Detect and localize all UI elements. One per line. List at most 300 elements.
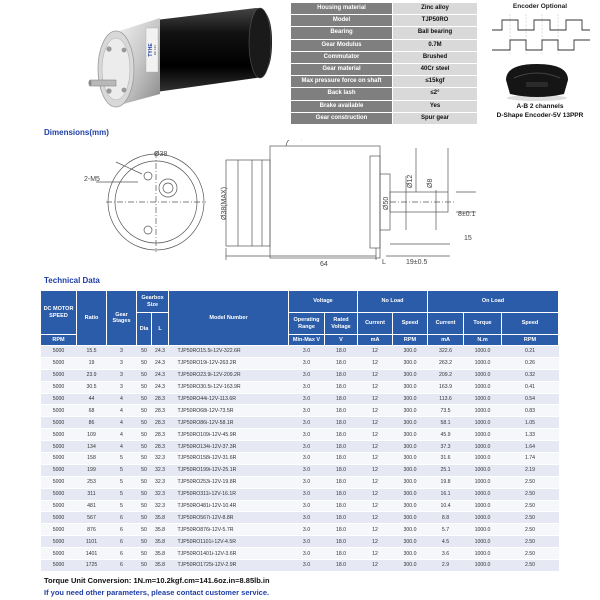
th-no-load: No Load [358, 291, 428, 313]
table-cell: 50 [137, 512, 152, 524]
table-cell: 12 [358, 548, 393, 560]
spec-row [291, 27, 478, 39]
table-cell: 12 [358, 357, 393, 369]
table-cell: 50 [137, 524, 152, 536]
table-cell: 2.50 [502, 524, 559, 536]
table-cell: TJP50RO19i-12V-263.2R [169, 357, 289, 369]
table-cell: 10.4 [428, 500, 464, 512]
table-cell: TJP50RO158i-12V-31.6R [169, 453, 289, 465]
table-cell: 6 [107, 548, 137, 560]
table-cell: 18.0 [325, 453, 358, 465]
dimension-drawing [76, 140, 546, 268]
table-cell: 3 [107, 381, 137, 393]
table-cell: 3.0 [289, 346, 325, 358]
table-cell: 6 [107, 512, 137, 524]
torque-conversion: Torque Unit Conversion: 1N.m=10.2kgf.cm=141.6oz.in=8.85lb.in [44, 576, 270, 585]
dim-d38: Ø38 [154, 151, 168, 158]
table-cell: TJP50RO253i-12V-19.8R [169, 476, 289, 488]
table-cell: 3.0 [289, 405, 325, 417]
table-cell: 50 [137, 536, 152, 548]
th-onload-speed: Speed [502, 313, 559, 335]
table-cell: 3.6 [428, 548, 464, 560]
table-cell: 300.0 [393, 381, 428, 393]
table-cell: 158 [77, 453, 107, 465]
table-row [41, 429, 559, 441]
table-cell: 18.0 [325, 536, 358, 548]
table-cell: 18.0 [325, 393, 358, 405]
table-cell: 18.0 [325, 464, 358, 476]
spec-row [291, 100, 478, 112]
table-cell: 3.0 [289, 464, 325, 476]
table-cell: 5000 [41, 381, 77, 393]
th-noload-speed: Speed [393, 313, 428, 335]
table-cell: 1000.0 [464, 560, 502, 572]
spec-row [291, 39, 478, 51]
spec-table [290, 2, 478, 125]
table-cell: 32.3 [152, 453, 169, 465]
table-cell: 12 [358, 500, 393, 512]
th-onload-current: Current [428, 313, 464, 335]
table-cell: 2.50 [502, 500, 559, 512]
table-cell: 5000 [41, 524, 77, 536]
table-row [41, 441, 559, 453]
table-cell: 3.0 [289, 500, 325, 512]
encoder-caption-type: D-Shape Encoder-5V 13PPR [496, 112, 584, 119]
table-cell: 1000.0 [464, 417, 502, 429]
table-cell: 50 [137, 548, 152, 560]
table-cell: 32.3 [152, 476, 169, 488]
table-cell: 35.8 [152, 548, 169, 560]
table-cell: 32.3 [152, 464, 169, 476]
table-cell: 1725 [77, 560, 107, 572]
table-cell: 4 [107, 441, 137, 453]
table-row [41, 536, 559, 548]
table-cell: 3.0 [289, 369, 325, 381]
table-cell: 1000.0 [464, 453, 502, 465]
table-cell: 0.41 [502, 381, 559, 393]
table-cell: 2.19 [502, 464, 559, 476]
table-cell: 3.0 [289, 560, 325, 572]
th-onload-rpm: RPM [502, 335, 559, 346]
table-cell: 32.3 [152, 488, 169, 500]
th-noload-rpm: RPM [393, 335, 428, 346]
table-cell: 16.1 [428, 488, 464, 500]
motor-voltage-label: DC 12V [153, 44, 157, 56]
table-cell: 4 [107, 429, 137, 441]
table-cell: 5 [107, 453, 137, 465]
table-cell: 23.9 [77, 369, 107, 381]
th-on-load: On Load [428, 291, 559, 313]
table-row [41, 500, 559, 512]
table-cell: 1101 [77, 536, 107, 548]
table-cell: 199 [77, 464, 107, 476]
table-cell: 1000.0 [464, 488, 502, 500]
table-cell: TJP50RO1401i-12V-3.6R [169, 548, 289, 560]
table-cell: TJP50RO15.5i-12V-322.6R [169, 346, 289, 358]
table-cell: 50 [137, 417, 152, 429]
table-cell: 300.0 [393, 536, 428, 548]
spec-key: Gear material [291, 63, 393, 75]
table-cell: 4 [107, 393, 137, 405]
table-cell: TJP50RO44i-12V-113.6R [169, 393, 289, 405]
table-cell: 113.6 [428, 393, 464, 405]
table-cell: 12 [358, 453, 393, 465]
table-cell: 31.6 [428, 453, 464, 465]
table-cell: 12 [358, 560, 393, 572]
table-cell: 0.32 [502, 369, 559, 381]
table-cell: 18.0 [325, 357, 358, 369]
table-cell: 25.1 [428, 464, 464, 476]
table-cell: 300.0 [393, 464, 428, 476]
table-row [41, 476, 559, 488]
table-cell: 24.3 [152, 346, 169, 358]
table-cell: TJP50RO68i-12V-73.5R [169, 405, 289, 417]
table-cell: 12 [358, 488, 393, 500]
table-cell: 58.1 [428, 417, 464, 429]
table-cell: 12 [358, 524, 393, 536]
table-row [41, 346, 559, 358]
table-cell: 5000 [41, 453, 77, 465]
table-cell: 18.0 [325, 441, 358, 453]
spec-key: Back lash [291, 88, 393, 100]
th-dc-speed: DC MOTOR SPEED [41, 291, 77, 335]
th-op-range: Operating Range [289, 313, 325, 335]
table-cell: 5000 [41, 405, 77, 417]
table-cell: 5 [107, 464, 137, 476]
table-cell: 28.3 [152, 393, 169, 405]
table-cell: 12 [358, 417, 393, 429]
spec-key: Gear construction [291, 112, 393, 124]
table-cell: TJP50RO199i-12V-25.1R [169, 464, 289, 476]
table-cell: 300.0 [393, 429, 428, 441]
contact-note: If you need other parameters, please contact customer service. [44, 588, 270, 597]
table-cell: 1000.0 [464, 500, 502, 512]
spec-value: Yes [393, 100, 478, 112]
table-row [41, 560, 559, 572]
table-cell: TJP50RO481i-12V-10.4R [169, 500, 289, 512]
table-cell: 1000.0 [464, 393, 502, 405]
table-cell: 30.5 [77, 381, 107, 393]
table-cell: 1000.0 [464, 464, 502, 476]
table-cell: 6 [107, 524, 137, 536]
table-row [41, 381, 559, 393]
table-cell: 300.0 [393, 476, 428, 488]
table-cell: 567 [77, 512, 107, 524]
spec-row [291, 63, 478, 75]
motor-photo [86, 2, 276, 120]
table-cell: 5000 [41, 369, 77, 381]
table-cell: 18.0 [325, 429, 358, 441]
table-cell: 18.0 [325, 381, 358, 393]
encoder-waveform [486, 12, 594, 56]
table-cell: 50 [137, 453, 152, 465]
table-cell: 3.0 [289, 548, 325, 560]
th-noload-current: Current [358, 313, 393, 335]
dim-d50: Ø50 [383, 196, 390, 210]
table-cell: 50 [137, 393, 152, 405]
table-cell: 8.8 [428, 512, 464, 524]
table-cell: 1000.0 [464, 346, 502, 358]
table-cell: 0.83 [502, 405, 559, 417]
table-cell: 12 [358, 476, 393, 488]
th-ratio: Ratio [77, 291, 107, 346]
table-cell: 12 [358, 464, 393, 476]
table-cell: 300.0 [393, 548, 428, 560]
table-cell: 311 [77, 488, 107, 500]
th-gearbox-size: Gearbox Size [137, 291, 169, 313]
spec-value: 40Cr steel [393, 63, 478, 75]
table-row [41, 393, 559, 405]
th-v: V [325, 335, 358, 346]
table-cell: 3.0 [289, 453, 325, 465]
encoder-image [492, 58, 582, 102]
table-cell: 2.50 [502, 548, 559, 560]
table-cell: 300.0 [393, 524, 428, 536]
table-cell: 50 [137, 357, 152, 369]
table-cell: 0.54 [502, 393, 559, 405]
table-cell: 68 [77, 405, 107, 417]
spec-value: Spur gear [393, 112, 478, 124]
table-cell: 5000 [41, 393, 77, 405]
table-cell: TJP50RO109i-12V-45.9R [169, 429, 289, 441]
table-cell: 24.3 [152, 357, 169, 369]
table-cell: 1000.0 [464, 381, 502, 393]
table-cell: 35.8 [152, 524, 169, 536]
dim-d38max: Ø38(MAX) [221, 186, 228, 220]
th-noload-ma: mA [358, 335, 393, 346]
table-cell: 109 [77, 429, 107, 441]
spec-key: Housing material [291, 3, 393, 15]
table-cell: 50 [137, 488, 152, 500]
table-cell: 1000.0 [464, 536, 502, 548]
table-cell: 4 [107, 417, 137, 429]
table-cell: 12 [358, 381, 393, 393]
table-cell: 6 [107, 560, 137, 572]
th-len: L [152, 313, 169, 346]
table-cell: 50 [137, 476, 152, 488]
table-row [41, 417, 559, 429]
table-cell: 12 [358, 369, 393, 381]
table-cell: 12 [358, 429, 393, 441]
spec-key: Commutator [291, 51, 393, 63]
table-cell: 876 [77, 524, 107, 536]
spec-value: Brushed [393, 51, 478, 63]
table-cell: 44 [77, 393, 107, 405]
table-row [41, 357, 559, 369]
table-cell: 3.0 [289, 524, 325, 536]
table-cell: 15.5 [77, 346, 107, 358]
table-cell: 18.0 [325, 476, 358, 488]
table-cell: TJP50RO30.5i-12V-163.9R [169, 381, 289, 393]
table-cell: 5000 [41, 512, 77, 524]
spec-key: Bearing [291, 27, 393, 39]
table-cell: 300.0 [393, 369, 428, 381]
spec-key: Gear Modulus [291, 39, 393, 51]
table-cell: 50 [137, 405, 152, 417]
table-cell: 209.2 [428, 369, 464, 381]
table-cell: 300.0 [393, 512, 428, 524]
dimensions-title: Dimensions(mm) [44, 128, 109, 137]
table-cell: 5.7 [428, 524, 464, 536]
table-cell: 19.8 [428, 476, 464, 488]
spec-row [291, 112, 478, 124]
spec-row [291, 76, 478, 88]
table-cell: 5000 [41, 417, 77, 429]
table-cell: 73.5 [428, 405, 464, 417]
th-rated-voltage: Rated Voltage [325, 313, 358, 335]
table-cell: 5000 [41, 536, 77, 548]
table-cell: TJP50RO311i-12V-16.1R [169, 488, 289, 500]
table-cell: 35.8 [152, 536, 169, 548]
table-cell: 5000 [41, 560, 77, 572]
table-cell: 2.50 [502, 476, 559, 488]
table-cell: 2.50 [502, 536, 559, 548]
table-row [41, 369, 559, 381]
table-cell: 300.0 [393, 393, 428, 405]
table-row [41, 548, 559, 560]
table-cell: 1000.0 [464, 429, 502, 441]
table-cell: TJP50RO1725i-12V-2.9R [169, 560, 289, 572]
table-cell: 1000.0 [464, 369, 502, 381]
table-cell: 1000.0 [464, 405, 502, 417]
table-cell: 300.0 [393, 500, 428, 512]
th-onload-nm: N.m [464, 335, 502, 346]
table-cell: 2.50 [502, 560, 559, 572]
table-cell: 3.0 [289, 429, 325, 441]
table-cell: 163.9 [428, 381, 464, 393]
dim-19: 19±0.5 [406, 259, 428, 266]
table-cell: 3.0 [289, 536, 325, 548]
table-cell: 1000.0 [464, 548, 502, 560]
table-cell: 300.0 [393, 417, 428, 429]
table-cell: 37.3 [428, 441, 464, 453]
table-cell: 3.0 [289, 381, 325, 393]
table-cell: 1000.0 [464, 357, 502, 369]
dim-L: L [382, 259, 386, 266]
th-gear-stages: Gear Stages [107, 291, 137, 346]
table-cell: 2.50 [502, 488, 559, 500]
table-cell: 1.74 [502, 453, 559, 465]
table-cell: 5000 [41, 464, 77, 476]
table-cell: 35.8 [152, 512, 169, 524]
table-cell: 12 [358, 512, 393, 524]
table-cell: 253 [77, 476, 107, 488]
tech-data-title: Technical Data [44, 276, 100, 285]
table-cell: 1.64 [502, 441, 559, 453]
spec-value: Ball bearing [393, 27, 478, 39]
table-cell: 18.0 [325, 560, 358, 572]
table-cell: 300.0 [393, 441, 428, 453]
table-cell: 2.50 [502, 512, 559, 524]
spec-row [291, 88, 478, 100]
table-cell: 50 [137, 560, 152, 572]
motor-brand-label: TYHE [148, 43, 154, 57]
table-cell: TJP50RO1101i-12V-4.5R [169, 536, 289, 548]
spec-row [291, 15, 478, 27]
spec-key: Brake available [291, 100, 393, 112]
table-cell: 300.0 [393, 560, 428, 572]
table-row [41, 488, 559, 500]
table-cell: 300.0 [393, 488, 428, 500]
dim-2m5: 2-M5 [84, 176, 100, 183]
table-cell: TJP50RO567i-12V-8.8R [169, 512, 289, 524]
table-cell: 5000 [41, 548, 77, 560]
table-cell: 300.0 [393, 405, 428, 417]
table-cell: 300.0 [393, 357, 428, 369]
table-cell: 86 [77, 417, 107, 429]
table-cell: 1000.0 [464, 512, 502, 524]
table-cell: 5 [107, 488, 137, 500]
spec-key: Model [291, 15, 393, 27]
table-cell: 3.0 [289, 441, 325, 453]
table-row [41, 524, 559, 536]
table-cell: 18.0 [325, 488, 358, 500]
table-cell: 12 [358, 441, 393, 453]
table-row [41, 453, 559, 465]
table-cell: 50 [137, 429, 152, 441]
table-cell: 28.3 [152, 417, 169, 429]
table-cell: 3.0 [289, 476, 325, 488]
spec-value: ≤2° [393, 88, 478, 100]
th-onload-torque: Torque [464, 313, 502, 335]
th-rpm: RPM [41, 335, 77, 346]
table-cell: TJP50RO876i-12V-5.7R [169, 524, 289, 536]
table-cell: 18.0 [325, 417, 358, 429]
table-cell: 4 [107, 405, 137, 417]
table-cell: 50 [137, 464, 152, 476]
table-cell: 5000 [41, 357, 77, 369]
tech-table [40, 290, 559, 572]
table-cell: 4.5 [428, 536, 464, 548]
table-cell: 50 [137, 441, 152, 453]
table-cell: 50 [137, 346, 152, 358]
table-cell: 5000 [41, 476, 77, 488]
table-cell: 1000.0 [464, 524, 502, 536]
table-cell: 45.9 [428, 429, 464, 441]
table-cell: 18.0 [325, 512, 358, 524]
table-cell: 300.0 [393, 346, 428, 358]
table-cell: 5 [107, 476, 137, 488]
table-cell: 5000 [41, 500, 77, 512]
table-cell: 3 [107, 369, 137, 381]
table-cell: 1401 [77, 548, 107, 560]
table-cell: 28.3 [152, 405, 169, 417]
table-cell: TJP50RO86i-12V-58.1R [169, 417, 289, 429]
table-cell: 1000.0 [464, 476, 502, 488]
table-cell: 3 [107, 346, 137, 358]
table-cell: 18.0 [325, 405, 358, 417]
table-cell: 300.0 [393, 453, 428, 465]
table-cell: 50 [137, 369, 152, 381]
table-cell: 322.6 [428, 346, 464, 358]
table-cell: 32.3 [152, 500, 169, 512]
th-onload-ma: mA [428, 335, 464, 346]
table-cell: 5000 [41, 488, 77, 500]
table-row [41, 464, 559, 476]
table-cell: 24.3 [152, 381, 169, 393]
table-cell: 12 [358, 536, 393, 548]
th-voltage: Voltage [289, 291, 358, 313]
table-cell: 1000.0 [464, 441, 502, 453]
th-dia: Dia [137, 313, 152, 346]
table-cell: 18.0 [325, 346, 358, 358]
table-cell: 3 [107, 357, 137, 369]
table-cell: 481 [77, 500, 107, 512]
spec-key: Max pressure force on shaft [291, 76, 393, 88]
spec-value: 0.7M [393, 39, 478, 51]
table-cell: 12 [358, 405, 393, 417]
th-model: Model Number [169, 291, 289, 346]
